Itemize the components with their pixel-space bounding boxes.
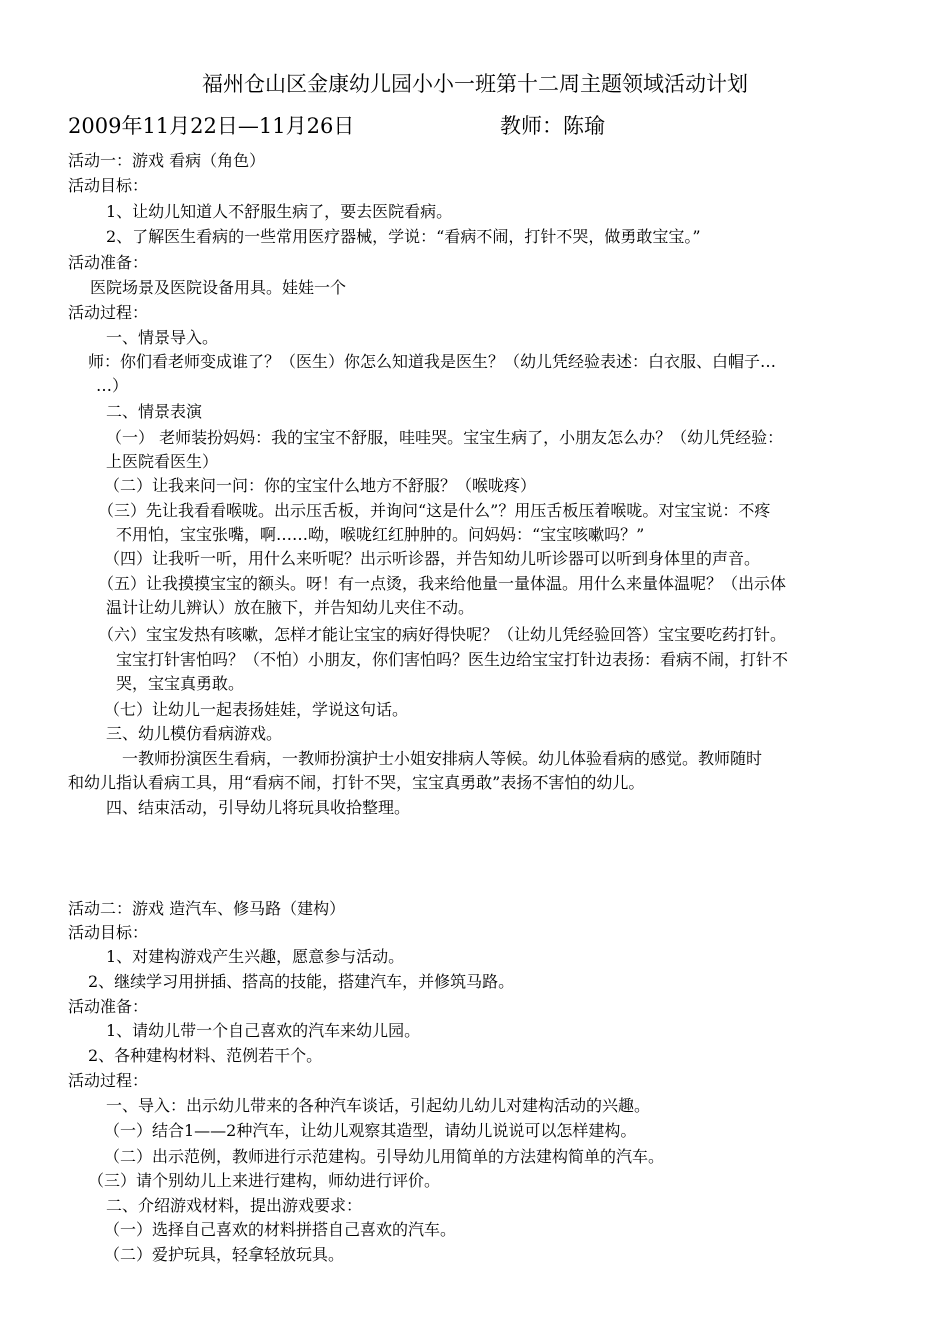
activity2-paragraph-line: （二）爱护玩具，轻拿轻放玩具。 [104, 1245, 345, 1264]
activity1-goals-label: 活动目标： [68, 176, 149, 195]
activity2-step-2: 二、介绍游戏材料，提出游戏要求： [106, 1196, 363, 1215]
teacher-name: 教师：陈瑜 [500, 114, 605, 138]
activity1-paragraph-line: （五）让我摸摸宝宝的额头。呀！有一点烫，我来给他量一量体温。用什么来量体温呢？（出示体 [98, 574, 787, 593]
activity1-paragraph-line: （七）让幼儿一起表扬娃娃，学说这句话。 [104, 700, 409, 719]
activity2-paragraph-line: （三）请个别幼儿上来进行建构，师幼进行评价。 [88, 1171, 441, 1190]
activity1-paragraph-line: 哭，宝宝真勇敢。 [116, 674, 245, 693]
activity1-paragraph-line: （四）让我听一听，用什么来听呢？出示听诊器，并告知幼儿听诊器可以听到身体里的声音。 [104, 549, 761, 568]
activity2-goal-1: 1、对建构游戏产生兴趣，愿意参与活动。 [106, 947, 405, 966]
activity1-goal-1: 1、让幼儿知道人不舒服生病了，要去医院看病。 [106, 202, 453, 221]
activity2-paragraph-line: （二）出示范例，教师进行示范建构。引导幼儿用简单的方法建构简单的汽车。 [104, 1147, 665, 1166]
activity1-step-4: 四、结束活动，引导幼儿将玩具收拾整理。 [106, 798, 411, 817]
activity1-prep-label: 活动准备： [68, 253, 149, 272]
activity1-paragraph-line: 一教师扮演医生看病，一教师扮演护士小姐安排病人等候。幼儿体验看病的感觉。教师随时 [122, 749, 763, 768]
activity1-process-label: 活动过程： [68, 303, 149, 322]
document-title: 福州仓山区金康幼儿园小小一班第十二周主题领域活动计划 [202, 72, 748, 96]
activity1-paragraph-line: 上医院看医生） [106, 452, 219, 471]
activity1-step-2: 二、情景表演 [106, 402, 203, 421]
activity2-goal-2: 2、继续学习用拼插、搭高的技能，搭建汽车，并修筑马路。 [88, 972, 515, 991]
activity1-paragraph-line: （三）先让我看看喉咙。出示压舌板，并询问“这是什么”？用压舌板压着喉咙。对宝宝说：不疼 [98, 501, 771, 520]
activity1-paragraph-line: 不用怕，宝宝张嘴，啊……呦，喉咙红红肿肿的。问妈妈：“宝宝咳嗽吗？” [116, 525, 645, 544]
activity2-heading: 活动二：游戏 造汽车、修马路（建构） [68, 899, 346, 918]
activity1-paragraph-line: …） [96, 376, 129, 395]
activity2-process-label: 活动过程： [68, 1071, 149, 1090]
activity1-paragraph-line: 温计让幼儿辨认）放在腋下，并告知幼儿夹住不动。 [106, 598, 475, 617]
activity2-paragraph-line: （一）结合1——2种汽车，让幼儿观察其造型，请幼儿说说可以怎样建构。 [104, 1121, 637, 1140]
activity2-prep-2: 2、各种建构材料、范例若干个。 [88, 1046, 323, 1065]
activity2-goals-label: 活动目标： [68, 923, 149, 942]
activity2-prep-1: 1、请幼儿带一个自己喜欢的汽车来幼儿园。 [106, 1021, 421, 1040]
activity1-step-3: 三、幼儿模仿看病游戏。 [106, 724, 283, 743]
activity1-paragraph-line: 宝宝打针害怕吗？（不怕）小朋友，你们害怕吗？医生边给宝宝打针边表扬：看病不闹，打针不 [116, 650, 789, 669]
activity1-prep-text: 医院场景及医院设备用具。娃娃一个 [90, 278, 347, 297]
activity1-paragraph-line: （一） 老师装扮妈妈：我的宝宝不舒服，哇哇哭。宝宝生病了，小朋友怎么办？（幼儿凭经验： [106, 428, 784, 447]
activity2-step-1: 一、导入：出示幼儿带来的各种汽车谈话，引起幼儿幼儿对建构活动的兴趣。 [106, 1096, 651, 1115]
activity1-step-1: 一、情景导入。 [106, 328, 219, 347]
activity1-paragraph-line: 和幼儿指认看病工具，用“看病不闹，打针不哭，宝宝真勇敢”表扬不害怕的幼儿。 [68, 773, 645, 792]
activity1-goal-2: 2、了解医生看病的一些常用医疗器械，学说：“看病不闹，打针不哭，做勇敢宝宝。” [106, 227, 701, 246]
activity1-heading: 活动一：游戏 看病（角色） [68, 151, 266, 170]
activity1-paragraph-line: 师：你们看老师变成谁了？（医生）你怎么知道我是医生？（幼儿凭经验表述：白衣服、白帽子… [88, 352, 777, 371]
activity1-paragraph-line: （六）宝宝发热有咳嗽，怎样才能让宝宝的病好得快呢？（让幼儿凭经验回答）宝宝要吃药打针。 [98, 625, 787, 644]
activity1-paragraph-line: （二）让我来问一问：你的宝宝什么地方不舒服？（喉咙疼） [104, 476, 537, 495]
activity2-paragraph-line: （一）选择自己喜欢的材料拼搭自己喜欢的汽车。 [104, 1220, 457, 1239]
activity2-prep-label: 活动准备： [68, 997, 149, 1016]
date-range: 2009年11月22日—11月26日 [68, 114, 355, 138]
